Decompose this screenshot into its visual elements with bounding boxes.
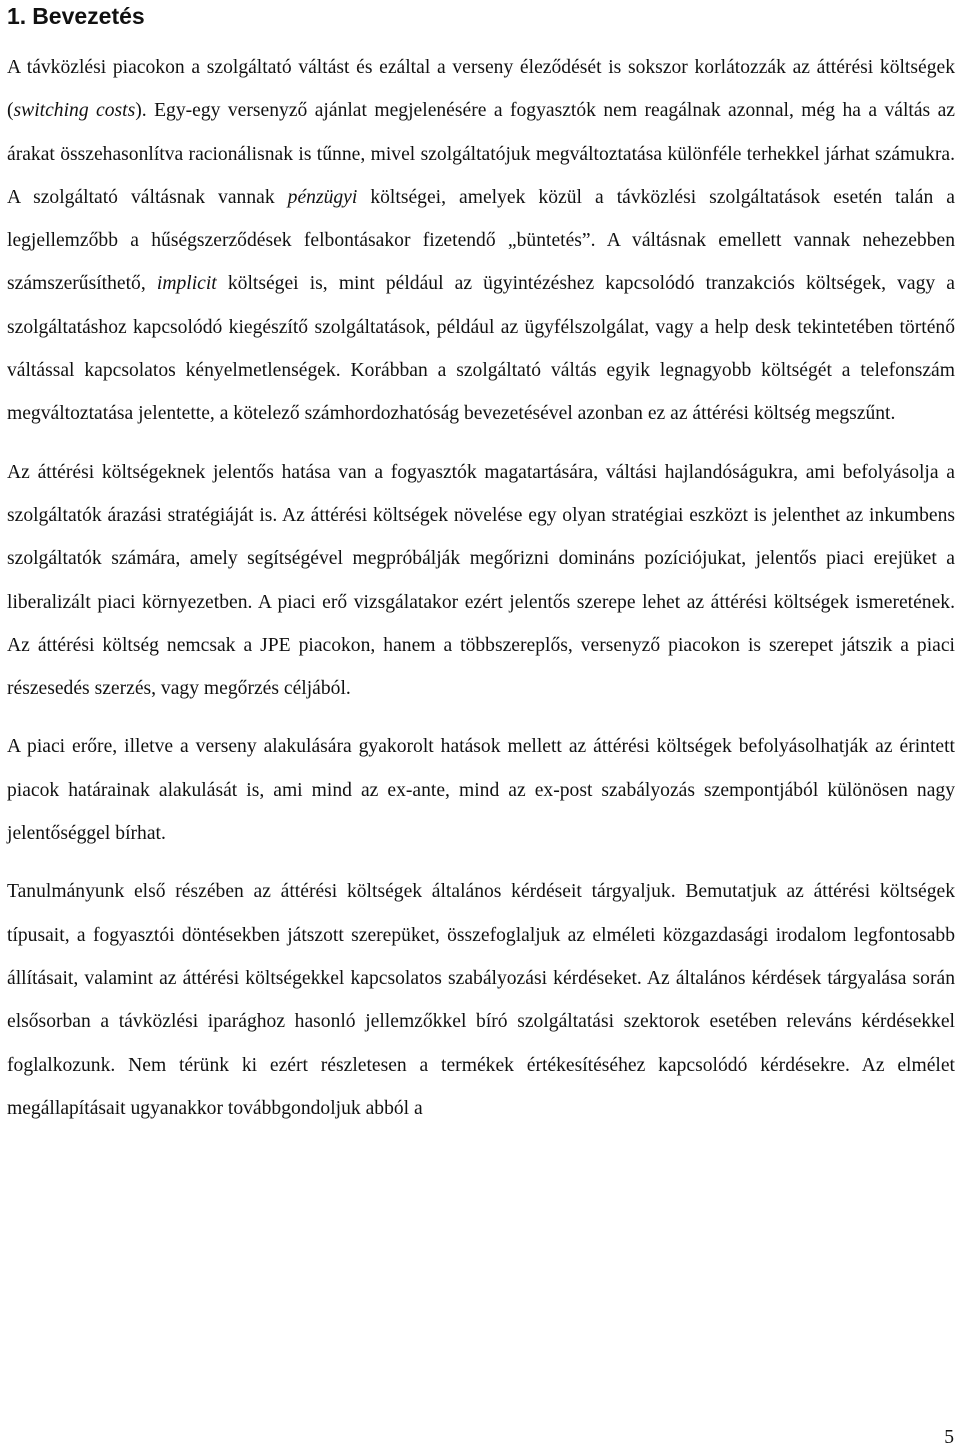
page-number: 5 bbox=[944, 1427, 954, 1448]
paragraph-market-power: A piaci erőre, illetve a verseny alakulására gyakorolt hatások mellett az áttérési költségek befolyásolhatják az érintett piacok határainak alakulását is, ami mind az ex-ante, mind az ex-post szabályozás szempontjából különösen nagy jelentőséggel bírhat. bbox=[7, 736, 955, 845]
paragraph-study-outline: Tanulmányunk első részében az áttérési költségek általános kérdéseit tárgyaljuk. Bemutatjuk az áttérési költségek típusait, a fogyasztói döntésekben játszott szerepüket, összefoglaljuk az elméleti közgazdasági irodalom legfontosabb állításait, valamint az áttérési költségekkel kapcsolatos szabályozási kérdéseket. Az általános kérdések tárgyalása során elsősorban a távközlési iparághoz hasonló jellemzőkkel bíró szolgáltatási szektorok esetében releváns kérdésekkel foglalkozunk. Nem térünk ki ezért részletesen a termékek értékesítéséhez kapcsolódó kérdésekre. Az elmélet megállapításait ugyanakkor továbbgondoljuk abból a bbox=[7, 881, 955, 1119]
paragraph-intro-italic-switching-costs: switching costs bbox=[13, 100, 136, 122]
document-page bbox=[7, 0, 955, 1130]
paragraph-intro-text-3: költségei, amelyek közül a távközlési szolgáltatások esetén talán a legjellemzőbb a hűségszerződések felbontásakor fizetendő „büntetés”. A váltásnak emellett vannak nehezebben számszerűsíthető, bbox=[7, 186, 955, 295]
section-heading bbox=[7, 0, 955, 31]
paragraph-effects: Az áttérési költségeknek jelentős hatása van a fogyasztók magatartására, váltási hajlandóságukra, ami befolyásolja a szolgáltatók árazási stratégiáját is. Az áttérési költségek növelése egy olyan stratégiai eszközt is jelenthet az inkumbens szolgáltatók számára, amely segítségével megpróbálják megőrizni domináns pozíciójukat, jelentős piaci erejüket a liberalizált piaci környezetben. A piaci erő vizsgálatakor ezért jelentős szerepe lehet az áttérési költségek ismeretének. Az áttérési költség nemcsak a JPE piacokon, hanem a többszereplős, versenyző piacokon is szerepet játszik a piaci részesedés szerzés, vagy megőrzés céljából. bbox=[7, 461, 955, 700]
paragraph-intro-text-1: A távközlési piacokon a szolgáltató váltást és ezáltal a verseny éleződését is sokszor korlátozzák az áttérési költségek ( bbox=[7, 57, 955, 122]
paragraph-intro-text-2: ). Egy-egy versenyző ajánlat megjelenésére a fogyasztók nem reagálnak azonnal, még ha a váltás az árakat összehasonlítva racionálisnak is tűnne, mivel szolgáltatójuk megváltoztatása különféle terhekkel járhat számukra. A szolgáltató váltásnak vannak bbox=[7, 100, 955, 208]
paragraph-intro-italic-penzugyi: pénzügyi bbox=[287, 186, 358, 208]
section-number: 1. bbox=[7, 3, 27, 29]
paragraph-intro bbox=[7, 46, 955, 436]
section-title: Bevezetés bbox=[32, 3, 145, 29]
paragraph-intro-italic-implicit: implicit bbox=[156, 273, 217, 295]
paragraph-intro-text-4: költségei is, mint például az ügyintézéshez kapcsolódó tranzakciós költségek, vagy a szolgáltatáshoz kapcsolódó kiegészítő szolgáltatások, például az ügyfélszolgálat, vagy a help desk tekintetében történő váltással kapcsolatos kényelmetlenségek. Korábban a szolgáltató váltás egyik legnagyobb költségét a telefonszám megváltoztatása jelentette, a kötelező számhordozhatóság bevezetésével azonban ez az áttérési költség megszűnt. bbox=[7, 273, 955, 425]
